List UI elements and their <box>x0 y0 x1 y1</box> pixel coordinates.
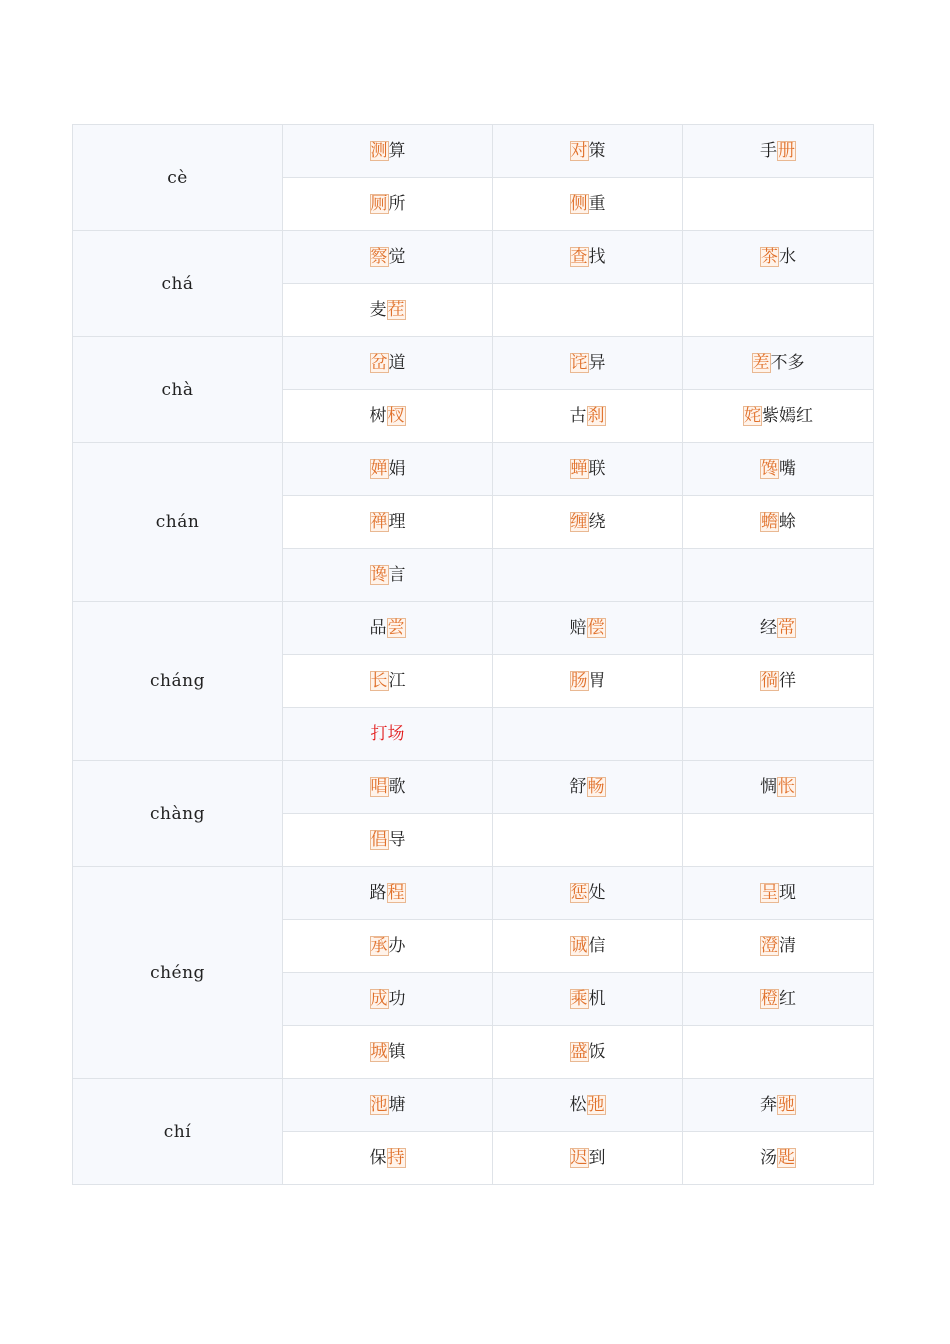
highlighted-character: 蟾 <box>761 512 778 532</box>
word-cell <box>493 602 683 655</box>
word-cell <box>493 655 683 708</box>
word-cell <box>283 284 493 337</box>
pinyin-cell: chá <box>73 231 283 337</box>
word-cell <box>683 1079 874 1132</box>
highlighted-character: 长 <box>370 671 388 691</box>
word-cell <box>283 337 493 390</box>
highlighted-character: 查 <box>570 247 588 267</box>
word-cell <box>493 549 683 602</box>
word-text: 保 <box>369 1148 387 1168</box>
word-text: 不多 <box>770 353 805 373</box>
word-text: 树 <box>369 406 387 426</box>
word-text: 松 <box>569 1095 587 1115</box>
word-cell <box>493 1026 683 1079</box>
word-text: 品 <box>369 618 387 638</box>
word-cell <box>493 390 683 443</box>
word-text: 策 <box>588 141 606 161</box>
word-text: 惆 <box>760 777 777 797</box>
highlighted-character: 乘 <box>570 989 588 1009</box>
word-text: 联 <box>588 459 606 479</box>
word-text: 到 <box>588 1148 606 1168</box>
word-cell <box>283 1079 493 1132</box>
word-text: 塘 <box>388 1095 406 1115</box>
word-text: 清 <box>779 936 796 956</box>
word-cell <box>683 231 874 284</box>
word-cell <box>683 814 874 867</box>
word-text: 理 <box>388 512 406 532</box>
word-cell <box>283 708 493 761</box>
word-cell <box>493 1079 683 1132</box>
word-text: 娟 <box>388 459 406 479</box>
highlighted-character: 唱 <box>370 777 388 797</box>
highlighted-character: 侧 <box>570 194 588 214</box>
table-row <box>73 867 874 920</box>
word-text: 麦 <box>369 300 387 320</box>
word-text: 饭 <box>588 1042 606 1062</box>
highlighted-character: 偿 <box>587 618 605 638</box>
highlighted-character: 对 <box>570 141 588 161</box>
word-cell <box>283 814 493 867</box>
highlighted-character: 婵 <box>370 459 388 479</box>
word-cell <box>283 867 493 920</box>
pinyin-cell: chà <box>73 337 283 443</box>
word-cell <box>493 178 683 231</box>
highlighted-character: 差 <box>752 353 770 373</box>
highlighted-character: 匙 <box>778 1148 795 1168</box>
pinyin-cell: chàng <box>73 761 283 867</box>
table-row <box>73 602 874 655</box>
word-text: 蜍 <box>779 512 796 532</box>
highlighted-character: 常 <box>778 618 795 638</box>
word-text: 找 <box>588 247 606 267</box>
table-row <box>73 125 874 178</box>
word-text: 古 <box>569 406 587 426</box>
word-text: 导 <box>388 830 406 850</box>
highlighted-character: 谗 <box>370 565 388 585</box>
word-text: 奔 <box>760 1095 777 1115</box>
pinyin-cell: chéng <box>73 867 283 1079</box>
highlighted-character: 畅 <box>587 777 605 797</box>
word-cell <box>493 973 683 1026</box>
highlighted-character: 蝉 <box>570 459 588 479</box>
word-cell <box>283 178 493 231</box>
word-text: 所 <box>388 194 406 214</box>
word-text: 镇 <box>388 1042 406 1062</box>
highlighted-character: 岔 <box>370 353 388 373</box>
highlighted-character: 成 <box>370 989 388 1009</box>
word-text: 打场 <box>370 724 405 744</box>
word-cell <box>683 125 874 178</box>
highlighted-character: 弛 <box>587 1095 605 1115</box>
highlighted-character: 盛 <box>570 1042 588 1062</box>
highlighted-character: 惩 <box>570 883 588 903</box>
word-text: 舒 <box>569 777 587 797</box>
word-text: 言 <box>388 565 406 585</box>
word-text: 江 <box>388 671 406 691</box>
word-cell <box>493 231 683 284</box>
table-row <box>73 761 874 814</box>
word-cell <box>283 920 493 973</box>
pinyin-cell: cè <box>73 125 283 231</box>
word-text: 处 <box>588 883 606 903</box>
word-text: 赔 <box>569 618 587 638</box>
word-cell <box>493 1132 683 1185</box>
word-cell <box>283 973 493 1026</box>
word-cell <box>283 549 493 602</box>
pinyin-cell: chán <box>73 443 283 602</box>
word-text: 路 <box>369 883 387 903</box>
word-text: 现 <box>779 883 796 903</box>
word-text: 徉 <box>779 671 796 691</box>
highlighted-character: 承 <box>370 936 388 956</box>
word-cell <box>683 761 874 814</box>
table-row <box>73 443 874 496</box>
table-row <box>73 231 874 284</box>
highlighted-character: 程 <box>387 883 405 903</box>
highlighted-character: 池 <box>370 1095 388 1115</box>
word-cell <box>683 920 874 973</box>
pinyin-cell: chí <box>73 1079 283 1185</box>
table-body <box>73 125 874 1185</box>
word-text: 办 <box>388 936 406 956</box>
highlighted-character: 呈 <box>761 883 778 903</box>
highlighted-character: 厕 <box>370 194 388 214</box>
highlighted-character: 姹 <box>744 406 761 426</box>
word-text: 信 <box>588 936 606 956</box>
pinyin-cell: cháng <box>73 602 283 761</box>
word-text: 嘴 <box>779 459 796 479</box>
word-cell <box>283 390 493 443</box>
word-cell <box>683 1132 874 1185</box>
table-row <box>73 1079 874 1132</box>
word-text: 觉 <box>388 247 406 267</box>
word-cell <box>683 390 874 443</box>
word-text: 经 <box>760 618 777 638</box>
word-text: 手 <box>760 141 777 161</box>
highlighted-character: 册 <box>778 141 795 161</box>
word-cell <box>683 602 874 655</box>
word-cell <box>683 549 874 602</box>
word-text: 歌 <box>388 777 406 797</box>
word-cell <box>683 496 874 549</box>
word-cell <box>683 655 874 708</box>
highlighted-character: 诚 <box>570 936 588 956</box>
highlighted-character: 禅 <box>370 512 388 532</box>
word-cell <box>493 867 683 920</box>
pinyin-word-table <box>72 124 874 1185</box>
word-text: 机 <box>588 989 606 1009</box>
word-cell <box>283 443 493 496</box>
highlighted-character: 茶 <box>761 247 778 267</box>
highlighted-character: 徜 <box>761 671 778 691</box>
word-cell <box>283 125 493 178</box>
word-text: 绕 <box>588 512 606 532</box>
word-text: 水 <box>779 247 796 267</box>
word-cell <box>493 443 683 496</box>
word-text: 红 <box>779 989 796 1009</box>
word-text: 异 <box>588 353 606 373</box>
word-text: 重 <box>588 194 606 214</box>
highlighted-character: 测 <box>370 141 388 161</box>
word-cell <box>493 920 683 973</box>
word-text: 胃 <box>588 671 606 691</box>
word-cell <box>283 496 493 549</box>
highlighted-character: 橙 <box>761 989 778 1009</box>
word-text: 紫嫣红 <box>762 406 813 426</box>
word-cell <box>493 496 683 549</box>
word-cell <box>683 337 874 390</box>
word-text: 算 <box>388 141 406 161</box>
highlighted-character: 缠 <box>570 512 588 532</box>
word-cell <box>683 708 874 761</box>
word-cell <box>683 284 874 337</box>
word-cell <box>283 602 493 655</box>
highlighted-character: 驰 <box>778 1095 795 1115</box>
word-cell <box>283 231 493 284</box>
word-cell <box>493 761 683 814</box>
word-cell <box>283 655 493 708</box>
word-cell <box>683 867 874 920</box>
word-cell <box>283 1132 493 1185</box>
highlighted-character: 杈 <box>387 406 405 426</box>
word-cell <box>493 337 683 390</box>
word-cell <box>683 178 874 231</box>
highlighted-character: 刹 <box>587 406 605 426</box>
highlighted-character: 察 <box>370 247 388 267</box>
word-cell <box>493 814 683 867</box>
word-cell <box>493 284 683 337</box>
highlighted-character: 茬 <box>387 300 405 320</box>
table-row <box>73 337 874 390</box>
highlighted-character: 迟 <box>570 1148 588 1168</box>
word-cell <box>493 708 683 761</box>
highlighted-character: 城 <box>370 1042 388 1062</box>
word-cell <box>283 1026 493 1079</box>
highlighted-character: 持 <box>387 1148 405 1168</box>
highlighted-character: 怅 <box>778 777 795 797</box>
word-cell <box>683 443 874 496</box>
highlighted-character: 澄 <box>761 936 778 956</box>
highlighted-character: 诧 <box>570 353 588 373</box>
highlighted-character: 倡 <box>370 830 388 850</box>
word-text: 道 <box>388 353 406 373</box>
word-cell <box>683 1026 874 1079</box>
word-cell <box>283 761 493 814</box>
word-cell <box>493 125 683 178</box>
word-cell <box>683 973 874 1026</box>
highlighted-character: 肠 <box>570 671 588 691</box>
word-text: 功 <box>388 989 406 1009</box>
highlighted-character: 馋 <box>761 459 778 479</box>
word-text: 汤 <box>760 1148 777 1168</box>
highlighted-character: 尝 <box>387 618 405 638</box>
